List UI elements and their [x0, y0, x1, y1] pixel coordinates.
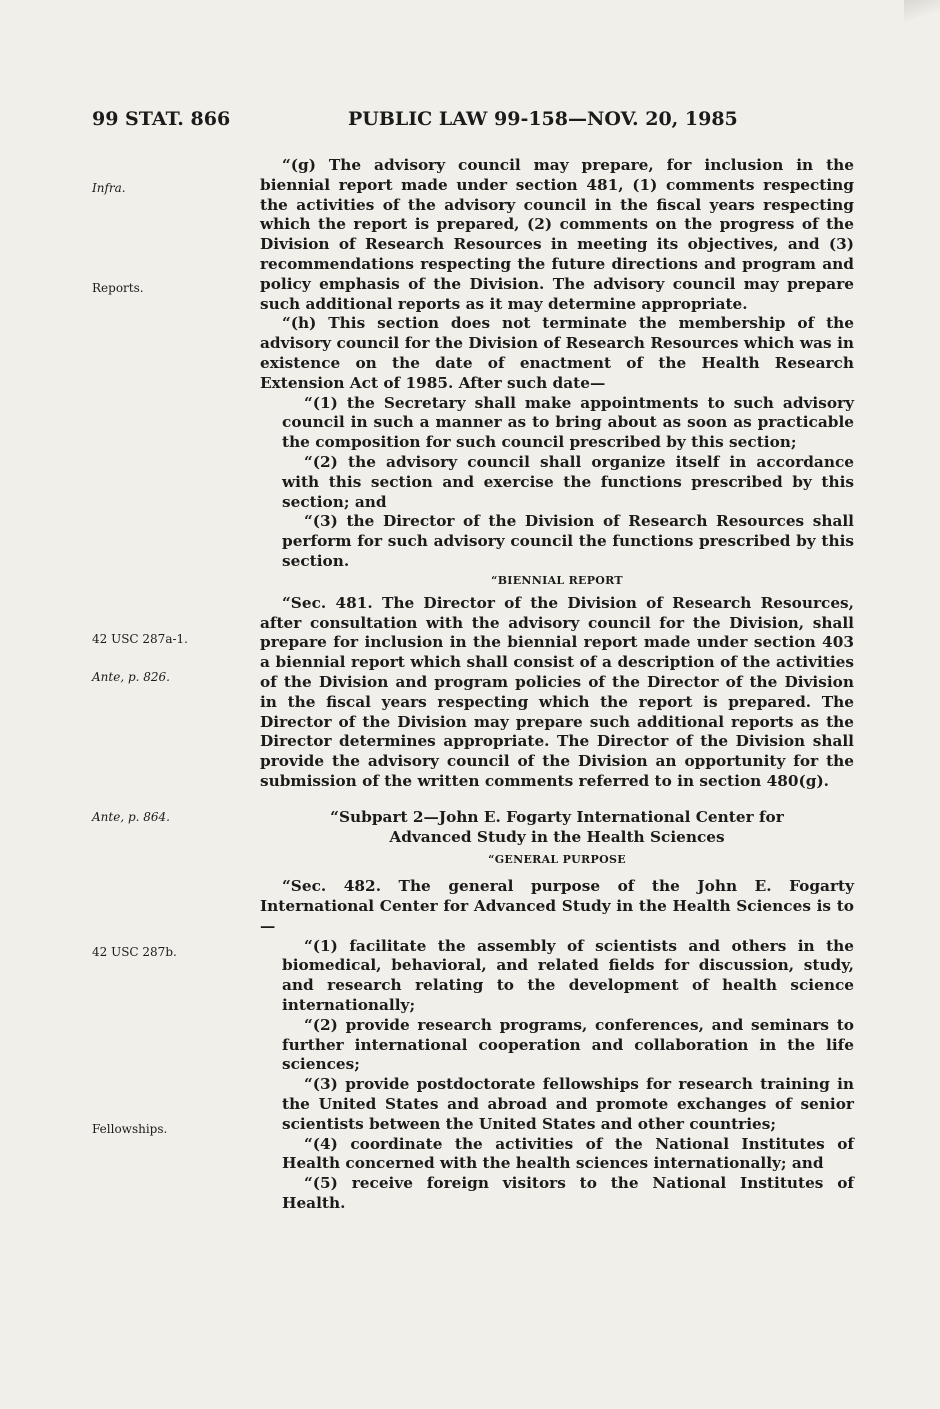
paragraph-h3: “(3) the Director of the Division of Research Resources shall perform for such advisory council the functions prescribed by this section. — [282, 512, 854, 570]
purpose-5: “(5) receive foreign visitors to the National Institutes of Health. — [282, 1174, 854, 1213]
paragraph-g: “(g) The advisory council may prepare, for inclusion in the biennial report made under section 481, (1) comments respecting the activities of the advisory council in the fiscal years respecting which the report is prepared, (2) comments on the progress of the Division of Research Resources in meeting its objectives, and (3) recommendations respecting the future directions and program and policy emphasis of the Division. The advisory council may prepare such additional reports as it may determine appropriate. — [260, 156, 854, 313]
page-corner-shadow — [904, 0, 940, 22]
section-481 — [260, 594, 854, 792]
section-482-label: “Sec. 482. — [282, 877, 382, 896]
paragraph-h2: “(2) the advisory council shall organize itself in accordance with this section and exercise the functions prescribed by this section; and — [282, 452, 854, 511]
purpose-1: “(1) facilitate the assembly of scientists and others in the biomedical, behavioral, and related fields for discussion, study, and research relating to the development of health science internationally; — [282, 936, 854, 1015]
purpose-2: “(2) provide research programs, conferences, and seminars to further international cooperation and collaboration in the life sciences; — [282, 1015, 854, 1074]
margin-note-infra: Infra. — [92, 181, 126, 195]
public-law-title: PUBLIC LAW 99-158—NOV. 20, 1985 — [348, 108, 738, 130]
margin-note-usc-287a1: 42 USC 287a-1. — [92, 632, 188, 646]
margin-note-usc-287b: 42 USC 287b. — [92, 945, 177, 959]
margin-note-ante-826: Ante, p. 826. — [92, 670, 170, 684]
paragraph-h1: “(1) the Secretary shall make appointments to such advisory council in such a manner as to bring about as soon as practicable the composition for such council prescribed by this section; — [282, 393, 854, 452]
statute-page-number: 99 STAT. 866 — [92, 108, 231, 130]
margin-note-fellowships: Fellowships. — [92, 1122, 168, 1136]
purpose-3: “(3) provide postdoctorate fellowships for research training in the United States and abroad and promote exchanges of senior scientists between the United States and other countries; — [282, 1075, 854, 1133]
statute-body — [260, 156, 854, 1214]
section-482-text: The general purpose of the John E. Fogarty International Center for Advanced Study in the Health Sciences is to— — [260, 877, 854, 935]
section-481-label: “Sec. 481. — [282, 593, 373, 612]
section-482 — [260, 877, 854, 936]
heading-general-purpose: “GENERAL PURPOSE — [488, 853, 626, 867]
section-481-text: The Director of the Division of Research Resources, after consultation with the advisory council for the Division, shall prepare for inclusion in the biennial report made under section 403 a biennial report which shall consist of a description of the activities of the Division and program policies of the Director of the Division in the fiscal years respecting which the report is prepared. The Director of the Division may prepare such additional reports as the Director determines appropriate. The Director of the Division shall provide the advisory council of the Division an opportunity for the submission of the written comments referred to in section 480(g). — [260, 593, 854, 790]
subpart-2-title: “Subpart 2—John E. Fogarty International Center for Advanced Study in the Health Sciences — [330, 807, 784, 846]
margin-note-reports: Reports. — [92, 281, 144, 295]
page-header — [92, 108, 862, 138]
purpose-4: “(4) coordinate the activities of the National Institutes of Health concerned with the health sciences internationally; and — [282, 1134, 854, 1173]
margin-note-ante-864: Ante, p. 864. — [92, 810, 170, 824]
paragraph-h: “(h) This section does not terminate the membership of the advisory council for the Division of Research Resources which was in existence on the date of enactment of the Health Research Extension Act of 1985. After such date— — [260, 314, 854, 392]
heading-biennial-report: “BIENNIAL REPORT — [491, 573, 623, 587]
